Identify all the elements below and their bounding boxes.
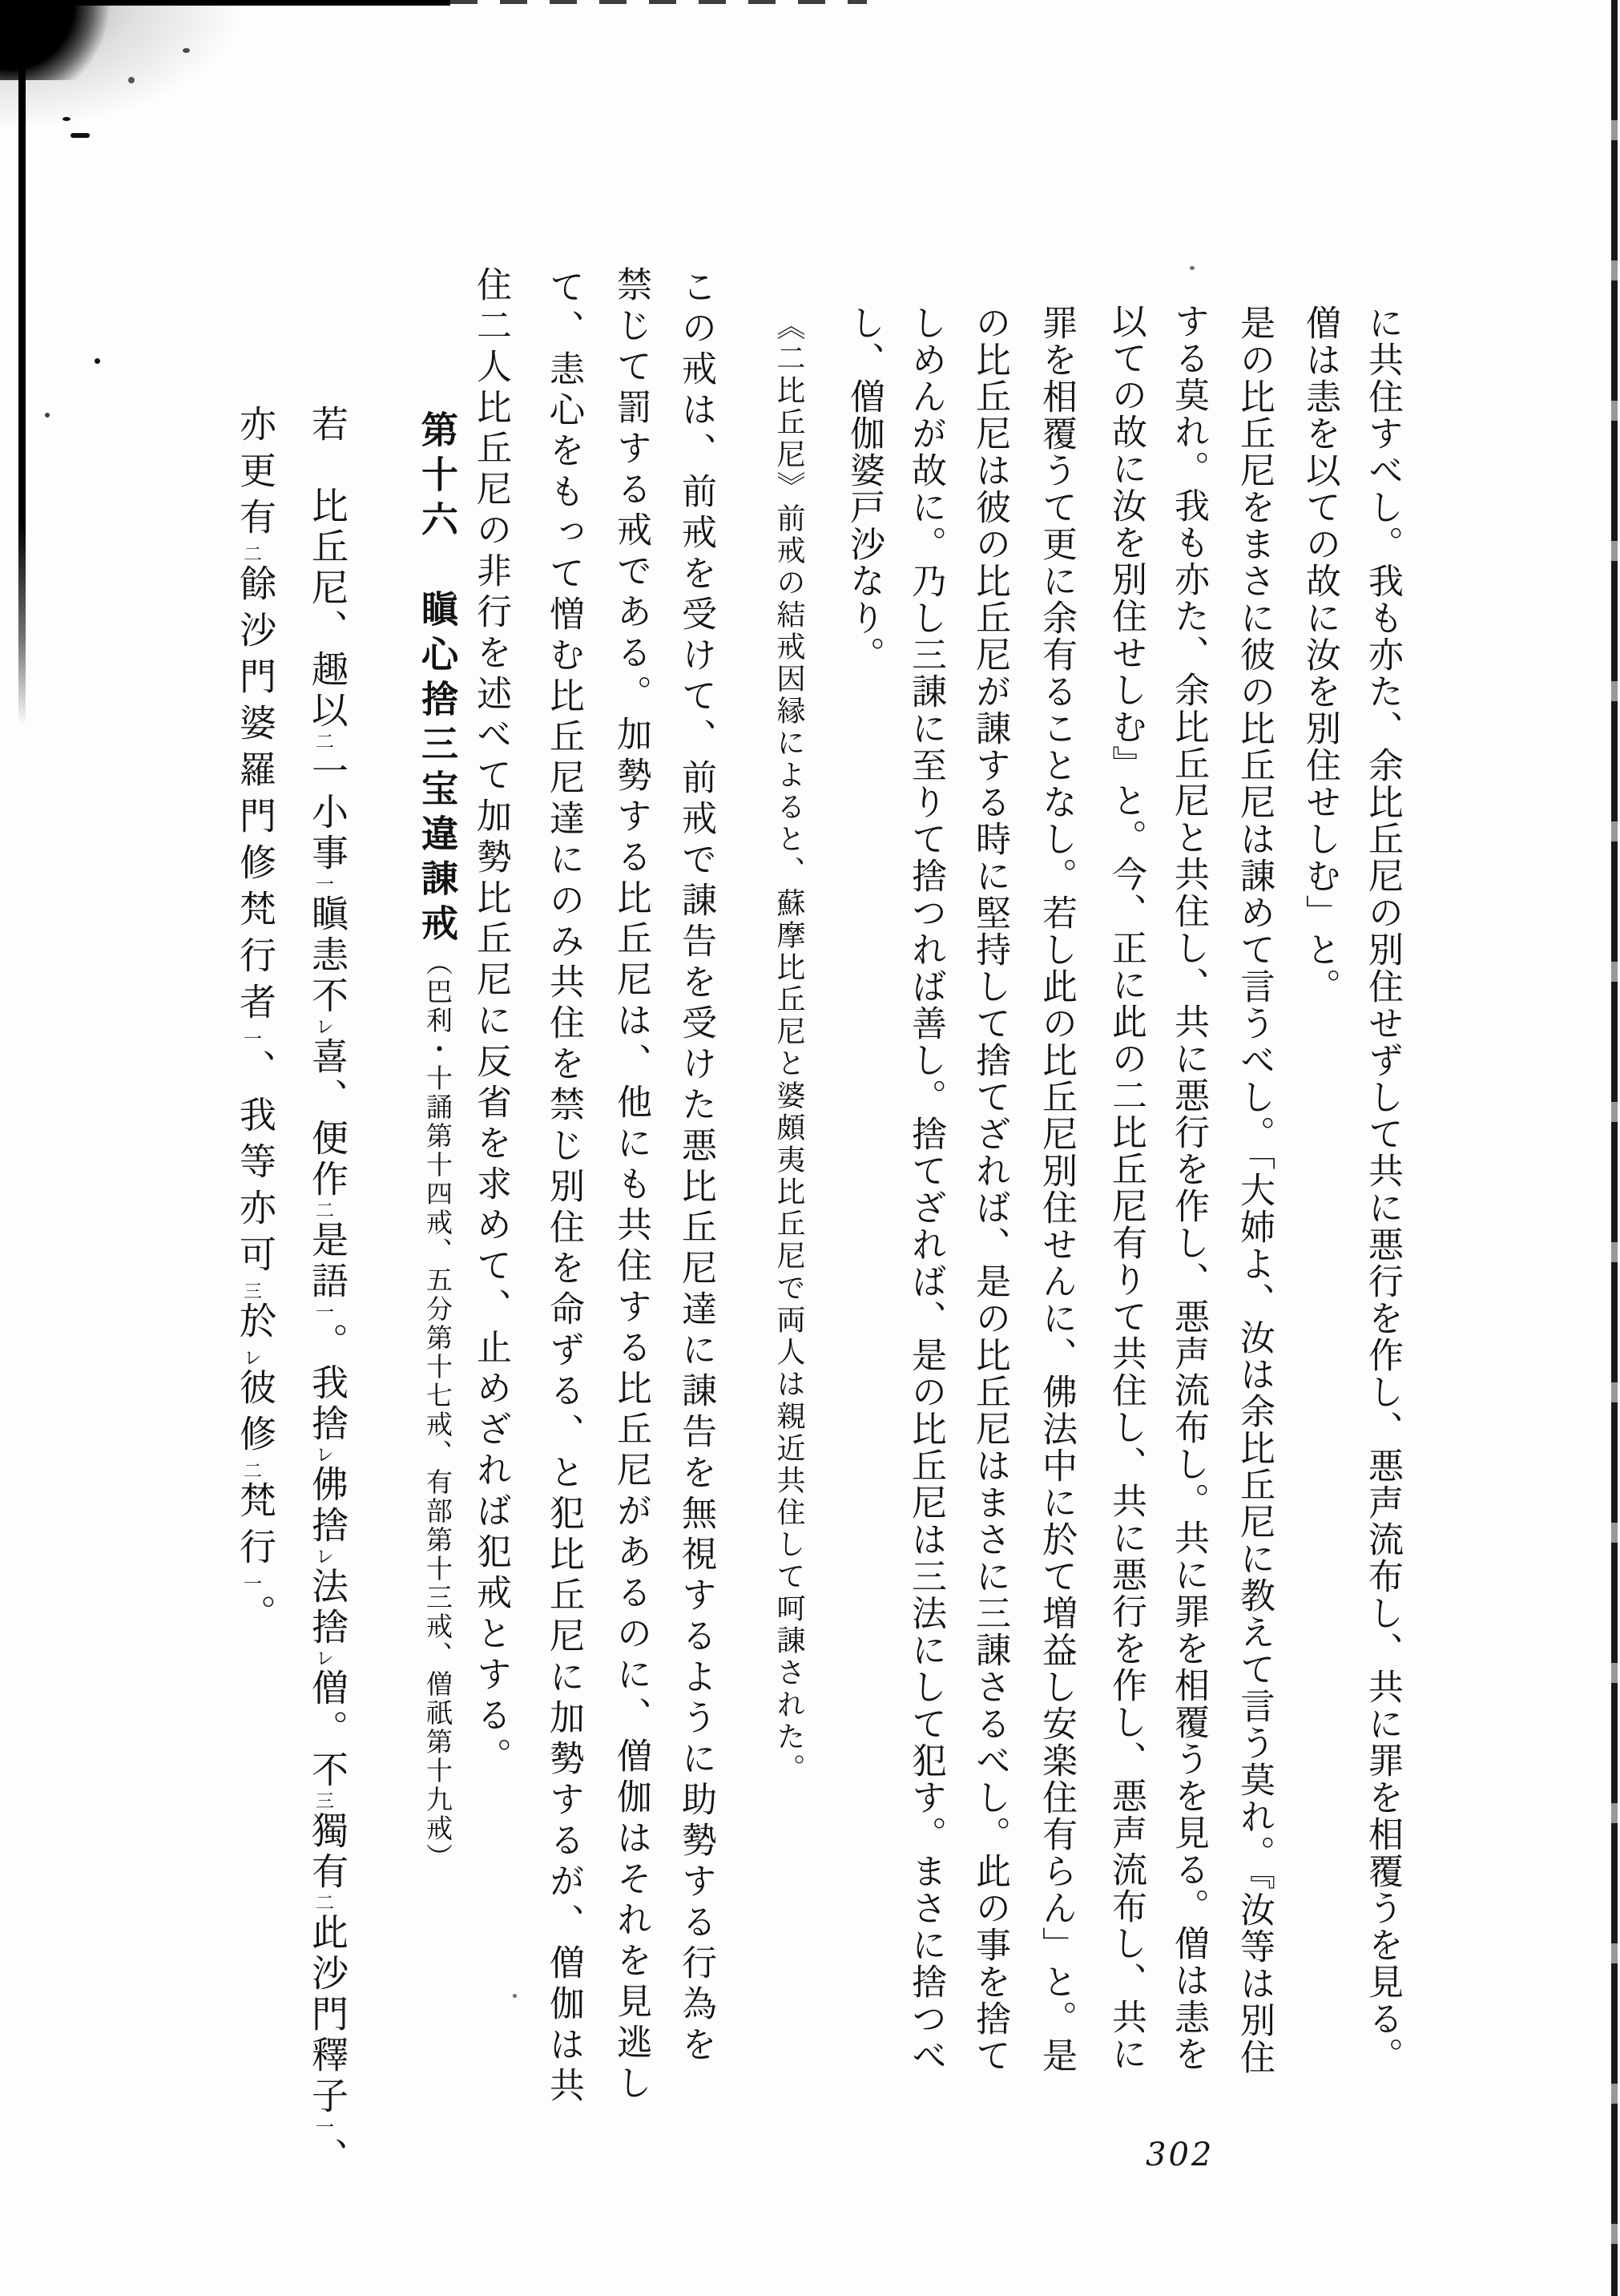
commentary-column-3: て、恚心をもって憎む比丘尼達にのみ共住を禁じ別住を命ずる、と犯比丘尼に加勢するが、僧伽は共 xyxy=(544,268,583,2108)
kaeriten-mark: 三 xyxy=(313,1791,333,1811)
kaeriten-mark: 一 xyxy=(313,2117,333,2137)
scan-speck xyxy=(128,77,135,83)
scan-top-edge-dashes xyxy=(450,0,867,4)
scan-top-edge-line xyxy=(0,0,450,6)
commentary-column-2: 禁じて罰する戒である。加勢する比丘尼は、他にも共住する比丘尼があるのに、僧伽はそれを見逃し xyxy=(611,266,651,2105)
quote-column-1: に共住すべし。我も亦た、余比丘尼の別住せずして共に悪行を作し、悪声流布し、共に罪を相覆うを見る。 xyxy=(1363,305,1402,2074)
kanbun-text-run: 此沙門釋子 xyxy=(307,1913,348,2117)
kanbun-column-2 xyxy=(235,405,276,1640)
kaeriten-mark: 二 xyxy=(241,544,261,564)
kanbun-text-run: 梵行 xyxy=(235,1481,276,1574)
scan-speck xyxy=(95,358,100,364)
kaeriten-mark: レ xyxy=(313,1017,333,1037)
quote-column-9: し、僧伽婆戸沙なり。 xyxy=(844,305,884,673)
kanbun-column-1 xyxy=(307,405,348,2178)
kanbun-text-run: 法捨 xyxy=(307,1567,348,1648)
kanbun-text-run: 於 xyxy=(235,1301,276,1348)
kaeriten-mark: 一 xyxy=(241,1574,261,1594)
kanbun-text-run: 。 xyxy=(235,1594,276,1640)
kanbun-text-run: 、我等亦可 xyxy=(235,1049,276,1281)
quote-column-8: しめんが故に。乃し三諌に至りて捨つれば善し。捨てざれば、是の比丘尼は三法にして犯す。まさに捨つべ xyxy=(906,305,945,2074)
kanbun-text-run: 喜、便作 xyxy=(307,1037,348,1200)
quote-column-6: 罪を相覆うて更に余有ることなし。若し此の比丘尼別住せんに、佛法中に於て増益し安楽住有らん」と。是 xyxy=(1037,305,1076,2074)
kanbun-text-run: 佛捨 xyxy=(307,1465,348,1547)
scan-speck xyxy=(1190,266,1195,270)
quote-column-3: 是の比丘尼をまさに彼の比丘尼は諌めて言うべし。「大姉よ、汝は余比丘尼に教えて言う莫れ。『汝等は別住 xyxy=(1235,305,1274,2076)
kaeriten-mark: レ xyxy=(313,1648,333,1669)
commentary-column-4: 住二人比丘尼の非行を述べて加勢比丘尼に反省を求めて、止めざれば犯戒とする。 xyxy=(471,266,510,1778)
commentary-column-1: この戒は、前戒を受けて、前戒で諌告を受けた悪比丘尼達に諌告を無視するように助勢する行為を xyxy=(676,268,715,2067)
kanbun-text-run: 瞋恚不 xyxy=(307,894,348,1017)
kanbun-text-run: 彼修 xyxy=(235,1368,276,1461)
kanbun-text-run: 一小事 xyxy=(307,752,348,874)
kanbun-text-run: 若 比丘尼、趣以 xyxy=(307,405,348,732)
kaeriten-mark: レ xyxy=(241,1348,261,1368)
kaeriten-mark: 三 xyxy=(241,1281,261,1301)
kaeriten-mark: 一 xyxy=(241,1029,261,1049)
kanbun-text-run: 僧。不 xyxy=(307,1669,348,1791)
kanbun-text-run: 是語 xyxy=(307,1221,348,1302)
precept-heading xyxy=(418,410,455,1872)
annotation-column: 《二比丘尼》前戒の結戒因縁によると、蘇摩比丘尼と婆頗夷比丘尼で両人は親近共住して呵諌された。 xyxy=(773,311,805,1786)
precept-heading-sources: （巴利・十誦第十四戒、五分第十七戒、有部第十三戒、僧祇第十九戒） xyxy=(422,949,451,1872)
kaeriten-mark: 二 xyxy=(313,732,333,752)
scan-speck xyxy=(513,1994,517,1998)
quote-column-5: 以ての故に汝を別住せしむ』と。今、正に此の二比丘尼有りて共住し、共に悪行を作し、悪声流布し、共に xyxy=(1106,303,1146,2072)
kanbun-text-run: 獨有 xyxy=(307,1811,348,1893)
precept-heading-title: 第十六 瞋心捨三宝違諌戒 xyxy=(417,410,457,949)
kanbun-text-run: 。我捨 xyxy=(307,1322,348,1445)
kaeriten-mark: レ xyxy=(313,1547,333,1567)
quote-column-4: する莫れ。我も亦た、余比丘尼と共住し、共に悪行を作し、悪声流布し。共に罪を相覆うを見る。僧は恚を xyxy=(1169,303,1208,2072)
kaeriten-mark: 一 xyxy=(313,1302,333,1322)
scan-speck xyxy=(183,48,190,53)
scan-speck xyxy=(71,133,90,138)
scan-speck xyxy=(45,413,50,418)
kaeriten-mark: 二 xyxy=(313,1893,333,1913)
kanbun-text-run: 、 xyxy=(307,2137,348,2178)
scan-right-edge-line xyxy=(1611,0,1618,2296)
kaeriten-mark: 二 xyxy=(241,1461,261,1481)
quote-column-2: 僧は恚を以ての故に汝を別住せしむ」と。 xyxy=(1300,305,1340,1005)
scan-left-edge-line xyxy=(18,0,26,725)
page-number: 302 xyxy=(1146,2137,1215,2173)
kaeriten-mark: 一 xyxy=(313,874,333,894)
kanbun-text-run: 亦更有 xyxy=(235,405,276,544)
kaeriten-mark: レ xyxy=(313,1445,333,1465)
scan-speck xyxy=(62,117,71,121)
kaeriten-mark: 二 xyxy=(313,1200,333,1221)
quote-column-7: の比丘尼は彼の比丘尼が諌する時に堅持して捨てざれば、是の比丘尼はまさに三諌さるべし。此の事を捨て xyxy=(970,305,1009,2074)
kanbun-text-run: 餘沙門婆羅門修梵行者 xyxy=(235,564,276,1029)
